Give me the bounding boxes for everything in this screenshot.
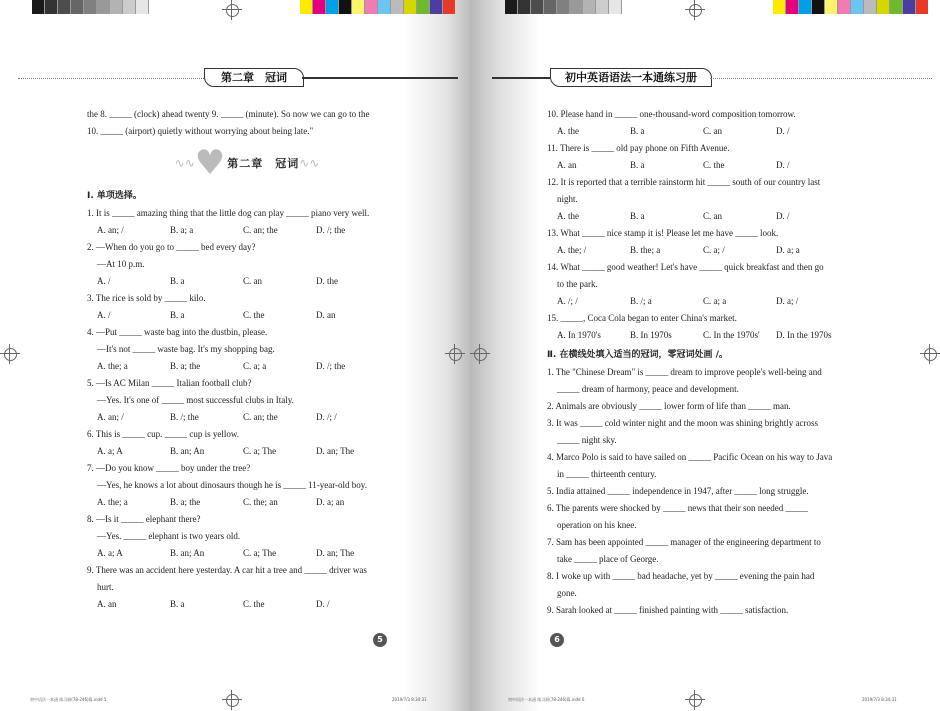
question-item — [547, 225, 929, 259]
answer-option: A. the — [557, 126, 579, 136]
fill-in-text-continued: _____ dream of harmony, peace and development. — [557, 384, 739, 394]
answer-option: A. a; A — [97, 446, 123, 456]
answer-option: A. / — [97, 310, 111, 320]
calibration-swatch — [325, 0, 338, 14]
answer-option: D. / — [776, 211, 790, 221]
calibration-swatch — [32, 0, 44, 14]
question-text-continued: night. — [557, 194, 578, 204]
question-text: 7. —Do you know _____ boy under the tree? — [87, 463, 251, 473]
question-item — [547, 310, 929, 344]
answer-option: B. a — [170, 599, 185, 609]
answer-option: B. a — [630, 160, 645, 170]
calibration-swatch — [83, 0, 96, 14]
question-item — [87, 290, 407, 324]
text-line: 10. _____ (airport) quietly without worrying about being late." — [87, 126, 314, 136]
section-title: Ⅰ. 单项选择。 — [87, 191, 142, 201]
question-text: 6. This is _____ cup. _____ cup is yellow. — [87, 429, 239, 439]
question-item — [87, 239, 407, 290]
fill-in-text: 4. Marco Polo is said to have sailed on _____ Pacific Ocean on his way to Java — [547, 452, 833, 462]
fill-in-text: 7. Sam has been appointed _____ manager of the engineering department to — [547, 537, 821, 547]
calibration-swatch — [390, 0, 403, 14]
question-text: 9. There was an accident here yesterday. A car hit a tree and _____ driver was — [87, 565, 367, 575]
answer-option: B. an; An — [170, 446, 205, 456]
question-item — [547, 140, 929, 174]
answer-option: D. a; a — [776, 245, 800, 255]
fill-in-item — [547, 398, 929, 415]
answer-option: A. an — [557, 160, 577, 170]
calibration-swatch — [889, 0, 902, 14]
fill-in-item — [547, 568, 929, 602]
answer-option: C. an — [243, 276, 262, 286]
fill-in-item — [547, 415, 929, 449]
question-item — [87, 205, 407, 239]
calibration-swatch — [915, 0, 928, 14]
question-list — [547, 106, 929, 344]
fill-in-text-continued: gone. — [557, 588, 577, 598]
answer-option: C. a; / — [703, 245, 725, 255]
answer-option: C. In the 1970s' — [703, 330, 760, 340]
answer-options — [547, 123, 929, 140]
answer-option: D. / — [776, 160, 790, 170]
answer-option: D. an; The — [316, 446, 355, 456]
heart-ornament-icon: ♥ — [194, 143, 226, 183]
question-item — [87, 511, 407, 562]
answer-option: A. an; / — [97, 225, 124, 235]
print-timestamp: 2019/7/3 8:34:31 — [392, 697, 427, 702]
answer-options — [87, 273, 407, 290]
fill-in-text: 1. The "Chinese Dream" is _____ dream to improve people's well-being and — [547, 367, 822, 377]
question-item — [87, 324, 407, 375]
answer-option: C. an — [703, 126, 722, 136]
answer-option: C. an — [703, 211, 722, 221]
gray-calibration-bar — [32, 0, 161, 14]
calibration-swatch — [351, 0, 364, 14]
calibration-swatch — [798, 0, 811, 14]
question-item — [87, 460, 407, 511]
registration-mark — [0, 344, 20, 364]
fill-in-text-continued: take _____ place of George. — [557, 554, 659, 564]
question-item — [547, 106, 929, 140]
fill-in-item — [547, 449, 929, 483]
calibration-swatch — [109, 0, 122, 14]
answer-option: B. a; a — [170, 225, 194, 235]
answer-option: A. an — [97, 599, 117, 609]
answer-option: B. a — [630, 126, 645, 136]
answer-option: B. /; a — [630, 296, 652, 306]
question-text: 14. What _____ good weather! Let's have _____ quick breakfast and then go — [547, 262, 824, 272]
question-text-continued: —Yes. _____ elephant is two years old. — [97, 531, 241, 541]
answer-option: D. a; / — [776, 296, 799, 306]
answer-option: C. an; the — [243, 412, 278, 422]
answer-option: B. a; the — [170, 361, 201, 371]
fill-in-item — [547, 483, 929, 500]
calibration-swatch — [556, 0, 569, 14]
calibration-swatch — [377, 0, 390, 14]
fill-in-text-continued: operation on his knee. — [557, 520, 637, 530]
fill-in-text: 2. Animals are obviously _____ lower form of life than _____ man. — [547, 401, 791, 411]
question-text-continued: —It's not _____ waste bag. It's my shopping bag. — [97, 344, 275, 354]
fill-in-item — [547, 534, 929, 568]
answer-option: A. In 1970's — [557, 330, 601, 340]
calibration-swatch — [338, 0, 351, 14]
fill-in-text: 6. The parents were shocked by _____ news that their son needed _____ — [547, 503, 809, 513]
color-calibration-bar — [300, 0, 455, 14]
answer-option: D. /; / — [316, 412, 337, 422]
header-title: 第二章 冠词 — [204, 68, 304, 87]
fill-in-item — [547, 500, 929, 534]
fill-in-text-continued: in _____ thirteenth century. — [557, 469, 657, 479]
registration-mark — [470, 344, 490, 364]
answer-option: D. the — [316, 276, 338, 286]
question-text: 5. —Is AC Milan _____ Italian football club? — [87, 378, 252, 388]
answer-option: D. / — [316, 599, 330, 609]
calibration-swatch — [122, 0, 135, 14]
answer-option: B. a — [170, 310, 185, 320]
answer-option: C. a; The — [243, 446, 277, 456]
question-text: 10. Please hand in _____ one-thousand-word composition tomorrow. — [547, 109, 796, 119]
question-text: 11. There is _____ old pay phone on Fifth Avenue. — [547, 143, 730, 153]
calibration-swatch — [824, 0, 837, 14]
answer-option: C. the — [243, 310, 265, 320]
chapter-banner — [87, 144, 407, 182]
calibration-swatch — [863, 0, 876, 14]
answer-options — [547, 242, 929, 259]
question-text-continued: —At 10 p.m. — [97, 259, 145, 269]
answer-option: C. a; a — [703, 296, 727, 306]
chapter-title: 第二章 冠词 — [227, 156, 300, 170]
fill-in-text: 8. I woke up with _____ bad headache, yet by _____ evening the pain had — [547, 571, 815, 581]
registration-mark — [222, 0, 242, 20]
answer-option: C. a; a — [243, 361, 267, 371]
fill-in-item — [547, 364, 929, 398]
answer-option: B. a — [170, 276, 185, 286]
right-page — [470, 0, 940, 711]
question-item — [87, 426, 407, 460]
answer-options — [87, 358, 407, 375]
calibration-swatch — [442, 0, 455, 14]
answer-option: C. the — [243, 599, 265, 609]
intro-text — [87, 106, 407, 140]
calibration-swatch — [595, 0, 608, 14]
question-item — [547, 174, 929, 225]
answer-options — [547, 293, 929, 310]
calibration-swatch — [57, 0, 70, 14]
fill-in-list — [547, 364, 929, 619]
answer-option: B. an; An — [170, 548, 205, 558]
answer-option: D. / — [776, 126, 790, 136]
registration-mark — [685, 0, 705, 20]
calibration-swatch — [850, 0, 863, 14]
question-text-continued: —Yes, he knows a lot about dinosaurs though he is _____ 11-year-old boy. — [97, 480, 367, 490]
right-page-content — [547, 106, 929, 619]
answer-option: C. an; the — [243, 225, 278, 235]
calibration-swatch — [300, 0, 312, 14]
answer-option: A. /; / — [557, 296, 578, 306]
answer-option: A. a; A — [97, 548, 123, 558]
fill-in-text-continued: _____ night sky. — [557, 435, 617, 445]
question-text-continued: —Yes. It's one of _____ most successful clubs in Italy. — [97, 395, 294, 405]
answer-options — [547, 157, 929, 174]
fill-in-text: 3. It was _____ cold winter night and the moon was shining brightly across — [547, 418, 818, 428]
calibration-swatch — [312, 0, 325, 14]
registration-mark — [222, 690, 242, 710]
answer-option: B. a; the — [170, 497, 201, 507]
question-text: 2. —When do you go to _____ bed every day? — [87, 242, 256, 252]
question-text-continued: to the park. — [557, 279, 598, 289]
calibration-swatch — [530, 0, 543, 14]
fill-in-text: 5. India attained _____ independence in 1947, after _____ long struggle. — [547, 486, 809, 496]
calibration-swatch — [543, 0, 556, 14]
answer-option: B. a — [630, 211, 645, 221]
calibration-swatch — [517, 0, 530, 14]
page-number: 5 — [373, 633, 387, 647]
answer-option: D. an — [316, 310, 336, 320]
answer-option: B. /; the — [170, 412, 199, 422]
answer-options — [87, 409, 407, 426]
calibration-swatch — [70, 0, 83, 14]
calibration-swatch — [569, 0, 582, 14]
answer-option: D. /; the — [316, 361, 346, 371]
calibration-swatch — [44, 0, 57, 14]
registration-mark — [685, 690, 705, 710]
calibration-swatch — [582, 0, 595, 14]
answer-options — [87, 596, 407, 613]
calibration-swatch — [837, 0, 850, 14]
answer-option: A. the — [557, 211, 579, 221]
text-line: the 8. _____ (clock) ahead twenty 9. _____ (minute). So now we can go to the — [87, 109, 370, 119]
question-list — [87, 205, 407, 613]
section-title: Ⅱ. 在横线处填入适当的冠词，零冠词处画 /。 — [547, 350, 728, 360]
question-item — [87, 562, 407, 613]
print-footer: 初中语法一本通 练习册(78-246)篇.indd 6 — [508, 697, 585, 702]
question-text: 8. —Is it _____ elephant there? — [87, 514, 201, 524]
calibration-swatch — [505, 0, 517, 14]
answer-option: A. the; a — [97, 497, 128, 507]
page-number: 6 — [550, 633, 564, 647]
calibration-swatch — [403, 0, 416, 14]
answer-options — [87, 443, 407, 460]
answer-option: D. In the 1970s — [776, 330, 832, 340]
calibration-swatch — [876, 0, 889, 14]
page-header — [18, 68, 458, 88]
calibration-swatch — [96, 0, 109, 14]
calibration-swatch — [135, 0, 148, 14]
calibration-swatch — [364, 0, 377, 14]
answer-option: A. the; / — [557, 245, 587, 255]
question-item — [547, 259, 929, 310]
page-header — [492, 68, 932, 88]
question-text: 4. —Put _____ waste bag into the dustbin, please. — [87, 327, 268, 337]
answer-options — [547, 327, 929, 344]
calibration-swatch — [148, 0, 161, 14]
answer-options — [547, 208, 929, 225]
calibration-swatch — [902, 0, 915, 14]
answer-option: A. / — [97, 276, 111, 286]
question-text: 1. It is _____ amazing thing that the little dog can play _____ piano very well. — [87, 208, 370, 218]
header-title: 初中英语语法一本通练习册 — [550, 68, 712, 87]
calibration-swatch — [811, 0, 824, 14]
calibration-swatch — [608, 0, 621, 14]
answer-option: B. the; a — [630, 245, 661, 255]
calibration-swatch — [621, 0, 634, 14]
left-page-content — [87, 106, 407, 613]
answer-options — [87, 222, 407, 239]
answer-option: B. In 1970s — [630, 330, 672, 340]
question-text-continued: hurt. — [97, 582, 114, 592]
question-item — [87, 375, 407, 426]
fill-in-text: 9. Sarah looked at _____ finished painting with _____ satisfaction. — [547, 605, 789, 615]
calibration-swatch — [785, 0, 798, 14]
gray-calibration-bar — [505, 0, 634, 14]
calibration-swatch — [416, 0, 429, 14]
question-text: 15. _____, Coca Cola began to enter China's market. — [547, 313, 737, 323]
answer-option: C. a; The — [243, 548, 277, 558]
print-footer: 初中语法一本通 练习册(78-246)篇.indd 5 — [30, 697, 107, 702]
answer-option: D. an; The — [316, 548, 355, 558]
swirl-ornament-icon: ∿∿ — [299, 155, 320, 170]
answer-option: C. the; an — [243, 497, 278, 507]
calibration-swatch — [773, 0, 785, 14]
question-text: 3. The rice is sold by _____ kilo. — [87, 293, 206, 303]
answer-option: A. the; a — [97, 361, 128, 371]
registration-mark — [445, 344, 465, 364]
calibration-swatch — [429, 0, 442, 14]
answer-option: D. a; an — [316, 497, 345, 507]
question-text: 12. It is reported that a terrible rainstorm hit _____ south of our country last — [547, 177, 821, 187]
fill-in-item — [547, 602, 929, 619]
answer-option: A. an; / — [97, 412, 124, 422]
swirl-ornament-icon: ∿∿ — [174, 155, 195, 170]
question-text: 13. What _____ nice stamp it is! Please let me have _____ look. — [547, 228, 779, 238]
answer-options — [87, 494, 407, 511]
answer-option: C. the — [703, 160, 725, 170]
answer-option: D. /; the — [316, 225, 346, 235]
answer-options — [87, 307, 407, 324]
answer-options — [87, 545, 407, 562]
print-timestamp: 2019/7/3 8:34:31 — [862, 697, 897, 702]
color-calibration-bar — [773, 0, 928, 14]
